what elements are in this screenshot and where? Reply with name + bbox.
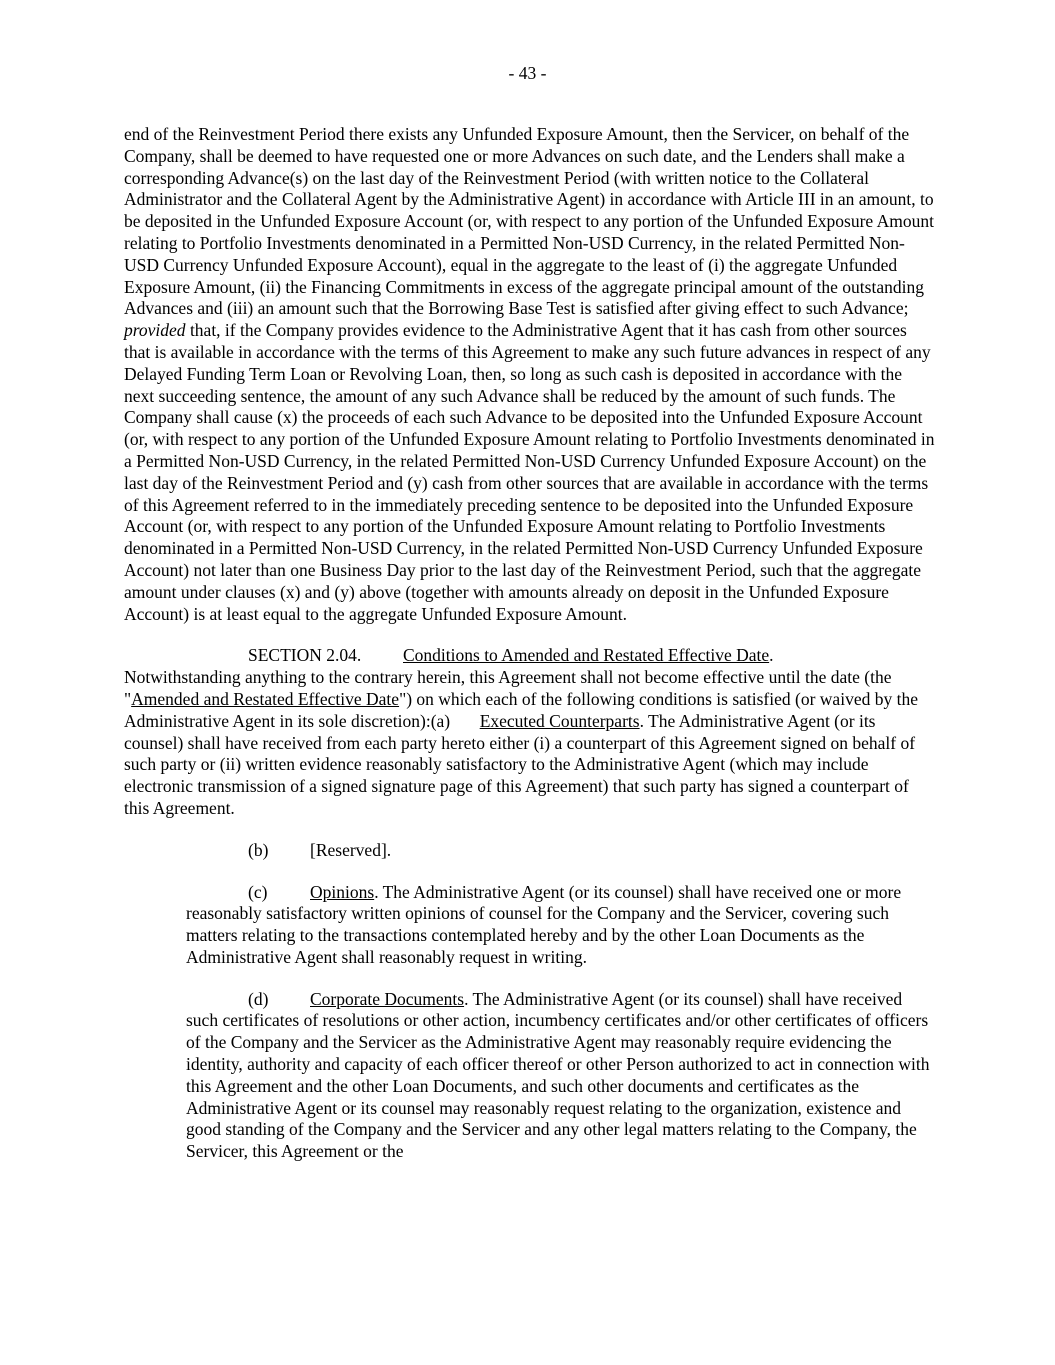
item-b-label: (b) (248, 839, 269, 860)
item-c-text: . The Administrative Agent (or its counsel) shall have received one or more reasonably satisfactory written opinions of counsel for the Company and the Servicer, covering such matters relating to the transactions contemplated hereby and by the other Loan Documents as the Administrative Agent shall reasonably request in writing. (186, 881, 902, 967)
defined-term-effective-date: Amended and Restated Effective Date (131, 688, 400, 709)
item-a-text: . The Administrative Agent (or its counsel) shall have received from each party hereto either (i) a counterpart of this Agreement signed on behalf of such party or (ii) written evidence reasonably satisfactory to the Administrative Agent (which may include electronic transmission of a signed signature page of this Agreement) that such party has signed a counterpart of this Agreement. (124, 710, 916, 818)
section-text-1: Notwithstanding anything to the contrary herein, this Agreement shall not become effective until the date (the " (124, 667, 892, 709)
section-title-period: . (769, 645, 774, 666)
item-c-paragraph (186, 882, 936, 969)
section-number: SECTION 2.04. (248, 645, 362, 666)
item-c-label: (c) (248, 881, 268, 902)
item-b-paragraph (186, 840, 936, 862)
item-a-label: (a) (430, 710, 451, 731)
item-b-text: [Reserved]. (310, 839, 392, 860)
item-d-text: . The Administrative Agent (or its counsel) shall have received such certificates of resolutions or other action, incumbency certificates and/or other certificates of officers of the Company and the Servicer as the Administrative Agent may reasonably require evidencing the identity, authority and capacity of each officer thereof or other Person authorized to act in connection with this Agreement and the other Loan Documents, and such other documents and certificates as the Administrative Agent or its counsel may reasonably request relating to the organization, existence and good standing of the Company and the Servicer and any other legal matters relating to the Company, the Servicer, this Agreement or the (186, 988, 930, 1162)
continuation-text-2: that, if the Company provides evidence to the Administrative Agent that it has cash from other sources that is available in accordance with the terms of this Agreement to make any such future advances in respect of any Delayed Funding Term Loan or Revolving Loan, then, so long as such cash is deposited in accordance with the next succeeding sentence, the amount of any such Advance shall be reduced by the amount of such funds. The Company shall cause (x) the proceeds of each such Advance to be deposited into the Unfunded Exposure Account (or, with respect to any portion of the Unfunded Exposure Amount relating to Portfolio Investments denominated in a Permitted Non-USD Currency, in the related Permitted Non-USD Currency Unfunded Exposure Account) on the last day of the Reinvestment Period and (y) cash from other sources that are available in accordance with the terms of this Agreement referred to in the immediately preceding sentence to be deposited into the Unfunded Exposure Account (or, with respect to any portion of the Unfunded Exposure Amount relating to Portfolio Investments denominated in a Permitted Non-USD Currency, in the related Permitted Non-USD Currency Unfunded Exposure Account) not later than one Business Day prior to the last day of the Reinvestment Period, such that the aggregate amount under clauses (x) and (y) above (together with amounts already on deposit in the Unfunded Exposure Account) is at least equal to the aggregate Unfunded Exposure Amount. (124, 320, 935, 624)
provided-term: provided (124, 320, 186, 341)
item-a-title: Executed Counterparts (479, 710, 640, 731)
document-body (124, 124, 936, 1183)
item-d-label: (d) (248, 988, 269, 1009)
section-2-04-paragraph (124, 645, 936, 819)
page-number: - 43 - (508, 63, 547, 83)
section-text-2: ") on which each of the following conditions is satisfied (or waived by the Administrative Agent in its sole discretion): (124, 688, 918, 731)
item-c-title: Opinions (310, 881, 375, 902)
continuation-text-1: end of the Reinvestment Period there exists any Unfunded Exposure Amount, then the Servicer, on behalf of the Company, shall be deemed to have requested one or more Advances on such date, and the Lenders shall make a corresponding Advance(s) on the last day of the Reinvestment Period (with written notice to the Collateral Administrator and the Collateral Agent by the Administrative Agent) in accordance with Article III in an amount, to be deposited in the Unfunded Exposure Account (or, with respect to any portion of the Unfunded Exposure Amount relating to Portfolio Investments denominated in a Permitted Non-USD Currency, in the related Permitted Non-USD Currency Unfunded Exposure Account), equal in the aggregate to the least of (i) the aggregate Unfunded Exposure Amount, (ii) the Financing Commitments in excess of the aggregate principal amount of the outstanding Advances and (iii) an amount such that the Borrowing Base Test is satisfied after giving effect to such Advance; (124, 124, 934, 319)
section-title: Conditions to Amended and Restated Effective Date (403, 645, 770, 666)
item-d-paragraph (186, 989, 936, 1163)
continuation-paragraph (124, 124, 936, 625)
item-d-title: Corporate Documents (310, 988, 465, 1009)
